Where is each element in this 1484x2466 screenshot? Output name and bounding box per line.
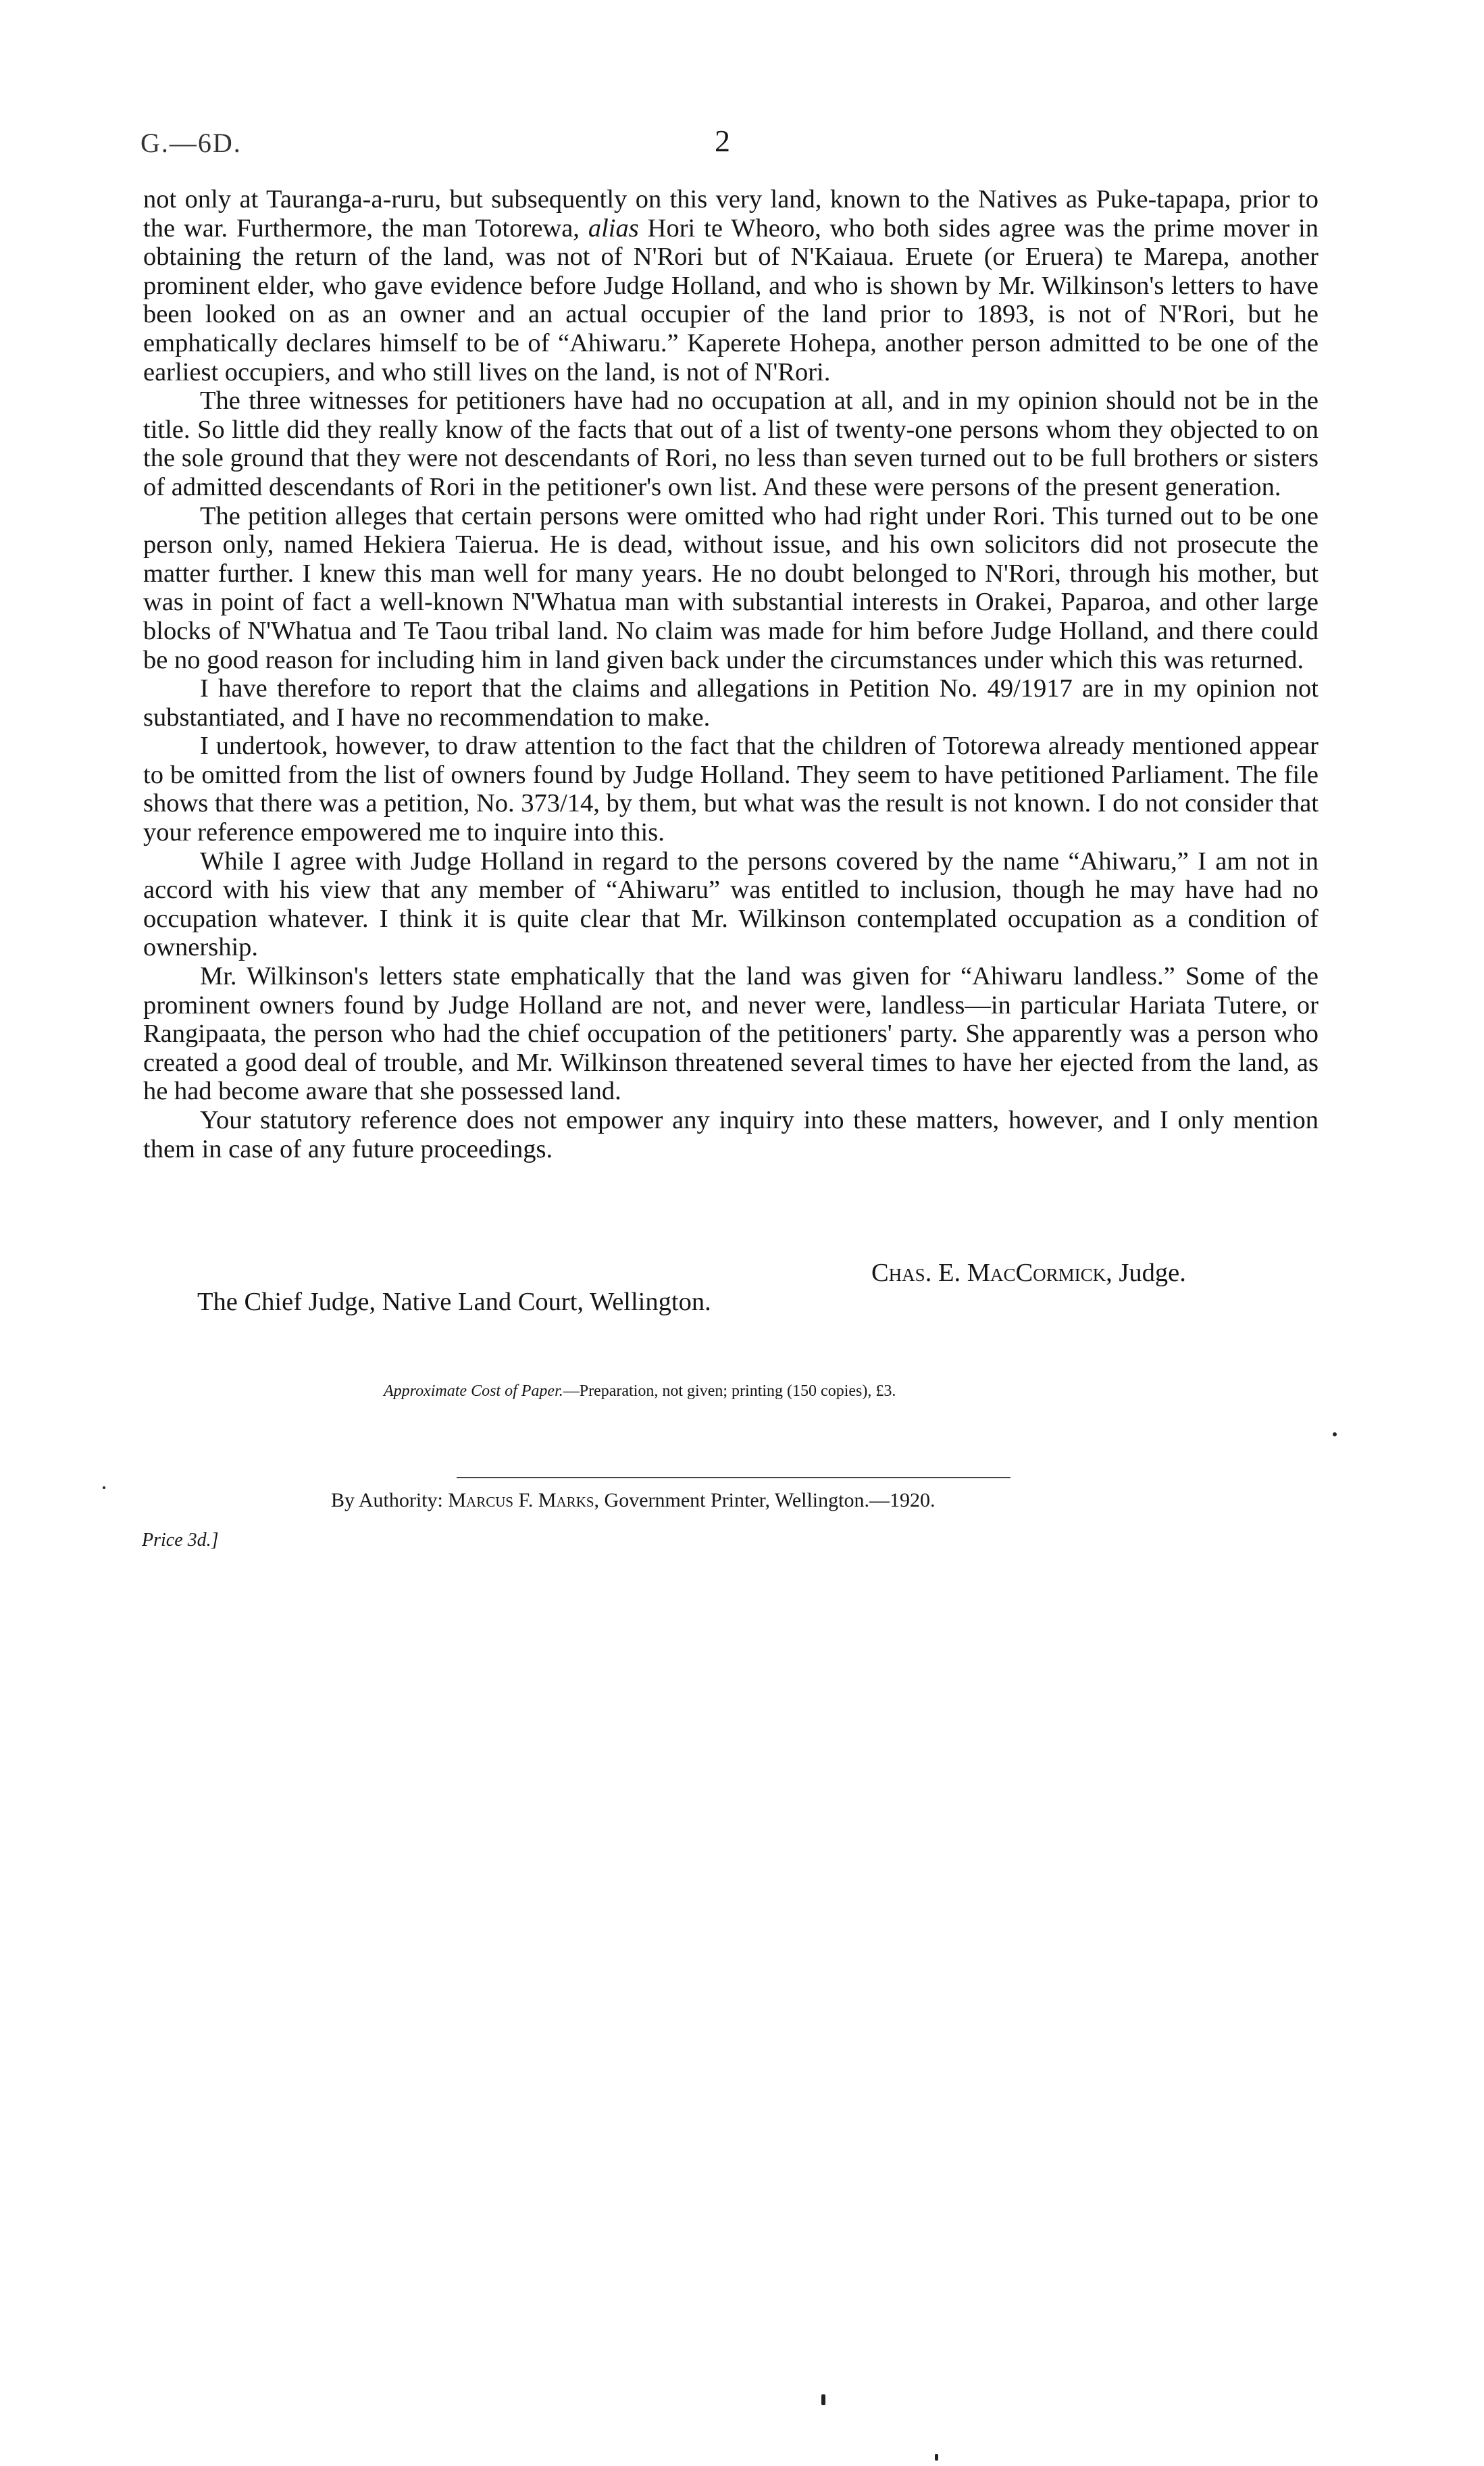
price-note: Price 3d.] [142,1530,219,1551]
report-body [143,185,1319,1163]
paragraph-1-part-b: Hori te Wheoro, who both sides agree was the prime mover in obtaining the return of the land, was not of N'Rori but of N'Kaiaua. Eruete (or Eruera) te Marepa, another prominent elder, who gave evidence before Judge Holland, and who is shown by Mr. Wilkinson's letters to have been looked on as an owner and an actual occupier of the land prior to 1893, is not of N'Rori, but he emphatically declares himself to be of “Ahiwaru.” Kaperete Hohepa, another person admitted to be one of the earliest occupiers, and who still lives on the land, is not of N'Rori. [143,213,1319,386]
alias-word: alias [588,213,639,243]
cost-of-paper-note [384,1382,896,1401]
cost-text: —Preparation, not given; printing (150 copies), £3. [563,1382,896,1400]
paragraph-1-part-a: not only at Tauranga-a-ruru, but subsequently on this very land, known to the Natives as Puke-tapapa, prior to the war. Furthermore, the man Totorewa, [143,185,1319,243]
page-number: 2 [715,124,730,158]
paragraph-8: Your statutory reference does not empower any inquiry into these matters, however, and I only mention them in case of any future proceedings. [143,1106,1319,1163]
addressee: The Chief Judge, Native Land Court, Wellington. [197,1288,711,1316]
paragraph-3: The petition alleges that certain persons were omitted who had right under Rori. This turned out to be one person only, named Hekiera Taierua. He is dead, without issue, and his own solicitors did not prosecute the matter further. I knew this man well for many years. He no doubt belonged to N'Rori, through his mother, but was in point of fact a well-known N'Whatua man with substantial interests in Orakei, Paparoa, and other large blocks of N'Whatua and Te Taou tribal land. No claim was made for him before Judge Holland, and there could be no good reason for including him in land given back under the circumstances under which this was returned. [143,501,1319,674]
cost-label: Approximate Cost of Paper. [384,1382,563,1400]
authority-prefix: By Authority: [331,1489,449,1511]
scan-speck [935,2454,938,2461]
printer-name: Marcus F. Marks [448,1489,594,1511]
signatory-name: Chas. E. MacCormick [871,1259,1106,1287]
signature [871,1258,1186,1288]
paragraph-5: I undertook, however, to draw attention to the fact that the children of Totorewa already mentioned appear to be omitted from the list of owners found by Judge Holland. They seem to have petitioned Parliament. The file shows that there was a petition, No. 373/14, by them, but what was the result is not known. I do not consider that your reference empowered me to inquire into this. [143,732,1319,847]
paragraph-2: The three witnesses for petitioners have had no occupation at all, and in my opinion should not be in the title. So little did they really know of the facts that out of a list of twenty-one persons whom they objected to on the sole ground that they were not descendants of Rori, no less than seven turned out to be full brothers or sisters of admitted descendants of Rori in the petitioner's own list. And these were persons of the present generation. [143,386,1319,501]
scan-speck [821,2394,825,2405]
authority-imprint [331,1489,935,1512]
paper-reference: G.—6D. [140,128,242,158]
scan-speck [1333,1432,1337,1436]
paragraph-6: While I agree with Judge Holland in regard to the persons covered by the name “Ahiwaru,” I am not in accord with his view that any member of “Ahiwaru” was entitled to inclusion, though he may have had no occupation whatever. I think it is quite clear that Mr. Wilkinson contemplated occupation as a condition of ownership. [143,847,1319,962]
divider-rule [457,1477,1010,1478]
scan-speck [103,1486,105,1489]
paragraph-4: I have therefore to report that the claims and allegations in Petition No. 49/1917 are in my opinion not substantiated, and I have no recommendation to make. [143,674,1319,732]
paragraph-1 [143,185,1319,386]
signatory-title: , Judge. [1106,1259,1186,1287]
paragraph-7: Mr. Wilkinson's letters state emphatically that the land was given for “Ahiwaru landless.” Some of the prominent owners found by Judge Holland are not, and never were, landless—in particular Hariata Tutere, or Rangipaata, the person who had the chief occupation of the petitioners' party. She apparently was a person who created a good deal of trouble, and Mr. Wilkinson threatened several times to have her ejected from the land, as he had become aware that she possessed land. [143,962,1319,1106]
authority-suffix: , Government Printer, Wellington.—1920. [594,1489,936,1511]
